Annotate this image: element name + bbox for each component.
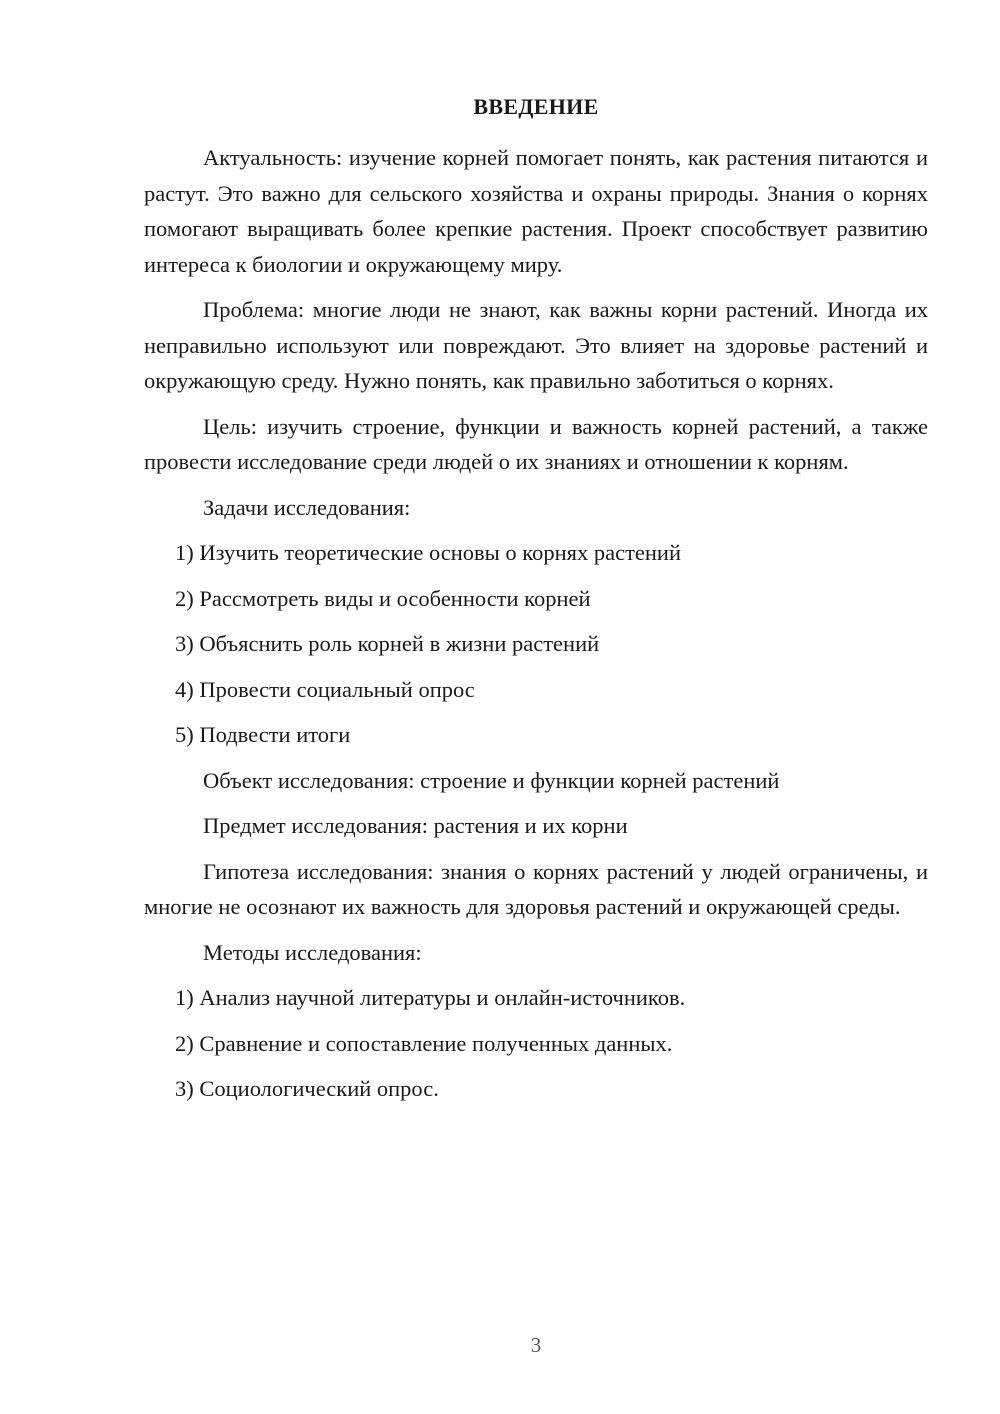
problem-paragraph: Проблема: многие люди не знают, как важны корни растений. Иногда их неправильно используют или повреждают. Это влияет на здоровье растений и окружающую среду. Нужно понять, как правильно заботиться о корнях. <box>144 297 928 393</box>
research-subject: Предмет исследования: растения и их корни <box>203 813 628 838</box>
methods-title: Методы исследования: <box>203 939 422 965</box>
document-body <box>144 94 928 1117</box>
list-item: 2) Рассмотреть виды и особенности корней <box>175 585 591 611</box>
list-item: 1) Изучить теоретические основы о корнях растений <box>175 540 682 565</box>
list-item: 3) Социологический опрос. <box>175 1076 439 1101</box>
list-item: 2) Сравнение и сопоставление полученных данных. <box>175 1030 673 1056</box>
list-item: 1) Анализ научной литературы и онлайн-источников. <box>175 985 686 1010</box>
list-item: 5) Подвести итоги <box>175 722 351 747</box>
tasks-list <box>144 535 928 753</box>
hypothesis-paragraph: Гипотеза исследования: знания о корнях растений у людей ограничены, и многие не осознают их важность для здоровья растений и окружающей среды. <box>144 858 928 919</box>
list-item: 3) Объяснить роль корней в жизни растений <box>175 631 600 656</box>
page-number: 3 <box>530 1333 542 1357</box>
section-heading: ВВЕДЕНИЕ <box>473 94 599 119</box>
list-item: 4) Провести социальный опрос <box>175 676 475 702</box>
research-object: Объект исследования: строение и функции корней растений <box>203 767 780 793</box>
relevance-paragraph: Актуальность: изучение корней помогает понять, как растения питаются и растут. Это важно для сельского хозяйства и охраны природы. Знания о корнях помогают выращивать более крепкие растения. Проект способствует развитию интереса к биологии и окружающему миру. <box>144 145 928 277</box>
goal-paragraph: Цель: изучить строение, функции и важность корней растений, а также провести исследование среди людей о их знаниях и отношении к корням. <box>144 413 928 474</box>
tasks-title: Задачи исследования: <box>203 494 411 520</box>
methods-list <box>144 980 928 1107</box>
